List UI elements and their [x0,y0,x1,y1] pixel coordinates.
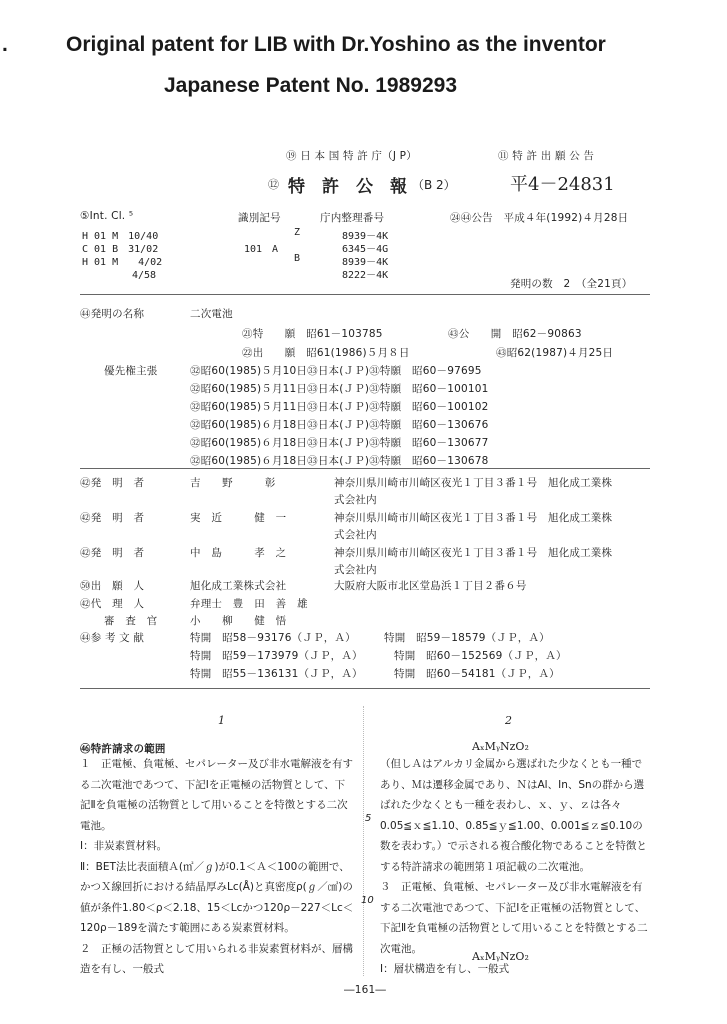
line-number-5: 5 [365,813,372,824]
inventor-label: ㊷発 明 者 [80,512,145,524]
examiner-label: 審 査 官 [104,615,158,627]
priority-item: ㉜昭60(1985)５月11日㉝日本(ＪＰ)㉛特願 昭60－100101 [190,383,489,395]
office-number-row-3: 8939－4K [342,257,389,268]
reference-item: 特開 昭60－152569（ＪＰ，Ａ） [394,650,567,662]
office-number-header: 庁内整理番号 [320,212,385,224]
patent-office: ⑲ 日 本 国 特 許 庁（J P） [286,150,417,162]
reference-item: 特開 昭59－18579（ＪＰ，Ａ） [384,632,550,644]
inventor-name: 実 近 健 一 [190,512,287,524]
invention-count: 発明の数 2 （全21頁） [510,278,633,290]
applicant-label: ㊿出 願 人 [80,580,145,592]
inventor-address-cont: 式会社内 [334,529,377,541]
inventor-name: 吉 野 彰 [190,477,276,489]
bullet-dot: . [2,33,8,56]
priority-item: ㉜昭60(1985)６月18日㉝日本(ＪＰ)㉛特願 昭60－130676 [190,419,489,431]
inventor-label: ㊷発 明 者 [80,547,145,559]
divider-middle [80,468,650,469]
divider-top [80,294,650,295]
intcl-label: ⑤Int. Cl. ⁵ [80,210,134,222]
claim-2: ２ 正極の活物質として用いられる非炭素質材料が、層構造を有し、一般式 [80,942,353,975]
formula-1: AₓMᵧNzO₂ [472,740,529,753]
inventor-label: ㊷発 明 者 [80,477,145,489]
title-value: 二次電池 [190,308,233,320]
applicant-name: 旭化成工業株式会社 [190,580,287,592]
inventor-address-cont: 式会社内 [334,494,377,506]
title-label: ㊹発明の名称 [80,308,145,320]
agent-name: 弁理士 豊 田 善 雄 [190,598,308,610]
priority-item: ㉜昭60(1985)６月18日㉝日本(ＪＰ)㉛特願 昭60－130678 [190,455,489,467]
claims-title: ㊻特許請求の範囲 [80,743,166,755]
heading-line-2: Japanese Patent No. 1989293 [164,74,457,97]
page-number: ―161― [344,984,387,996]
formula-2: AₓMᵧNzO₂ [472,950,529,963]
reference-item: 特開 昭59－173979（ＪＰ，Ａ） [190,650,363,662]
class-row-1: H 01 M 10/40 [82,231,159,242]
doc-type-mark: ⑫ [268,178,279,191]
priority-item: ㉜昭60(1985)５月10日㉝日本(ＪＰ)㉛特願 昭60－97695 [190,365,482,377]
office-number-row-4: 8222－4K [342,270,389,281]
inventor-name: 中 島 孝 之 [190,547,287,559]
claim-1: １ 正電極、負電極、セパレーター及び非水電解液を有する二次電池であつて、下記Ⅰを正電極の活物質として、下記Ⅱを負電極の活物質として用いることを特徴とする二次電池。 [80,758,353,832]
applicant-address: 大阪府大阪市北区堂島浜１丁目２番６号 [334,580,527,592]
inventor-address: 神奈川県川崎市川崎区夜光１丁目３番１号 旭化成工業株 [334,512,613,524]
claim-2-definition: （但しＡはアルカリ金属から選ばれた少なくとも一種であり、Ｍは遷移金属であり、ＮはAl、In、Snの群から選ばれた少なくとも一種を表わし、ｘ、ｙ、ｚは各々0.05≦ｘ≦1.10、0.85≦ｙ≦1.00、0.001≦ｚ≦0.10の数を表わす。）で示される複合酸化物であることを特徴とする特許請求の範囲第１項記載の二次電池。 [380,758,647,873]
claims-right-column [380,754,648,980]
office-number-row-2: 6345－4G [342,244,389,255]
inventor-address-cont: 式会社内 [334,564,377,576]
symbol-row-3: B [294,253,301,264]
reference-item: 特開 昭55－136131（ＪＰ，Ａ） [190,668,363,680]
inventor-address: 神奈川県川崎市川崎区夜光１丁目３番１号 旭化成工業株 [334,477,613,489]
references-label: ㊹参 考 文 献 [80,632,145,644]
class-row-4: 4/58 [82,270,157,281]
publication-number: 平4－24831 [510,174,615,195]
symbol-header: 識別記号 [238,212,281,224]
class-row-2: C 01 B 31/02 [82,244,159,255]
kokai-number: ㊸公 開 昭62－90863 [448,328,582,340]
priority-label: 優先権主張 [104,365,158,377]
heading-line-1: Original patent for LIB with Dr.Yoshino as the inventor [66,33,606,56]
line-number-10: 10 [361,895,374,906]
reference-item: 特開 昭58－93176（ＪＰ，Ａ） [190,632,356,644]
reference-item: 特開 昭60－54181（ＪＰ，Ａ） [394,668,560,680]
claim-1-item-1: Ⅰ：非炭素質材料。 [80,840,168,852]
inventor-address: 神奈川県川崎市川崎区夜光１丁目３番１号 旭化成工業株 [334,547,613,559]
claim-3-item-1: Ⅰ：層状構造を有し、一般式 [380,963,510,975]
priority-item: ㉜昭60(1985)６月18日㉝日本(ＪＰ)㉛特願 昭60－130677 [190,437,489,449]
column-divider [363,706,364,976]
agent-label: ㊷代 理 人 [80,598,145,610]
publication-date: ㉔㊹公告 平成４年(1992)４月28日 [450,212,629,224]
divider-bottom [80,688,650,689]
class-row-3: H 01 M 4/02 [82,257,163,268]
claim-3: ３ 正電極、負電極、セパレーター及び非水電解液を有する二次電池であつて、下記Ⅰを正電極の活物質として、下記Ⅱを負電極の活物質として用いることを特徴とする二次電池。 [380,881,648,955]
column-number-1: 1 [218,714,225,727]
claim-1-item-2: Ⅱ：BET法比表面積Ａ(㎡／ℊ)が0.1＜Ａ＜100の範囲で、かつＸ線回折における結晶厚みLc(Å)と真密度ρ(ℊ／㎤)の値が条件1.80＜ρ＜2.18、15＜Lcかつ120ρ－227＜Lc＜120ρ－189を満たす範囲にある炭素質材料。 [80,860,354,934]
kokoku-label: ⑪ 特 許 出 願 公 告 [498,150,595,162]
doc-kind: （B 2） [412,178,456,192]
claims-left-column [80,754,355,980]
symbol-row-2: 101 A [244,244,279,255]
examiner-name: 小 柳 健 悟 [190,615,287,627]
column-number-2: 2 [505,714,512,727]
priority-item: ㉜昭60(1985)５月11日㉝日本(ＪＰ)㉛特願 昭60－100102 [190,401,489,413]
office-number-row-1: 8939－4K [342,231,389,242]
doc-type: 特 許 公 報 [288,177,407,197]
application-number: ㉑特 願 昭61－103785 [242,328,383,340]
application-date: ㉒出 願 昭61(1986)５月８日 [242,347,410,359]
kokai-date: ㊸昭62(1987)４月25日 [496,347,614,359]
symbol-row-1: Z [294,227,301,238]
